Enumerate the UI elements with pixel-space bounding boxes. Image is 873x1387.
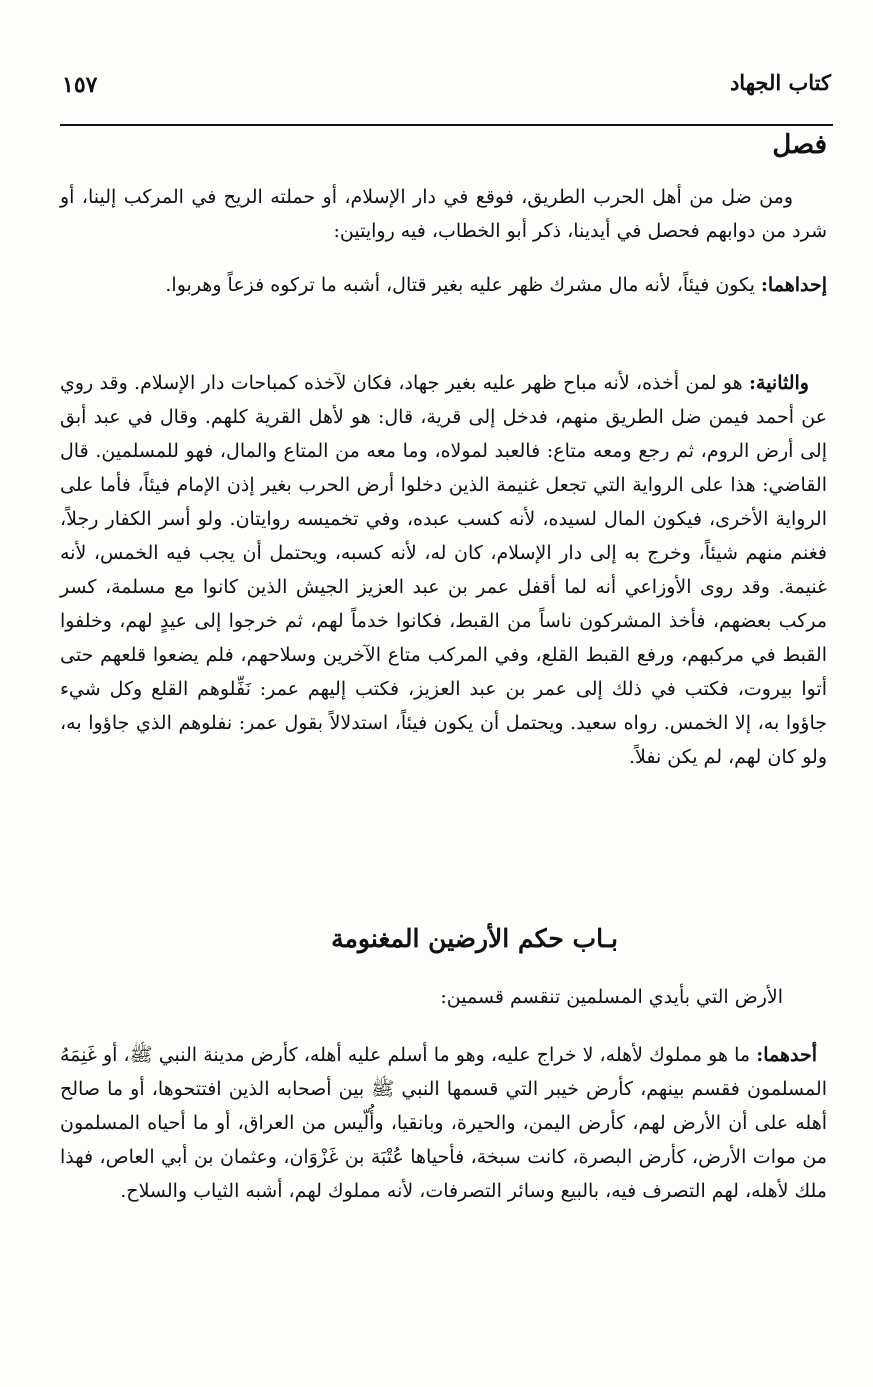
- header-divider: [60, 124, 833, 126]
- first-narration-paragraph: [60, 268, 827, 302]
- second-narration-label: والثانية:: [749, 372, 809, 394]
- second-narration-text: هو لمن أخذه، لأنه مباح ظهر عليه بغير جهاد، فكان لآخذه كمباحات دار الإسلام. وقد روي عن أحمد فيمن ضل الطريق منهم، فدخل إلى قرية، قال: هو لأهل القرية كلهم. وقال في عبد أبق إلى أرض الروم، ثم رجع ومعه متاع: فالعبد لمولاه، وما معه من المتاع والمال، فهو للمسلمين. قال القاضي: هذا على الرواية التي تجعل غنيمة الذين دخلوا أرض الحرب بغير إذن الإمام فيئاً، فأما على الرواية الأخرى، فيكون المال لسيده، لأنه كسب عبده، وفي تخميسه روايتان. ولو أسر الكفار رجلاً، فغنم منهم شيئاً، وخرج به إلى دار الإسلام، كان له، لأنه كسبه، ويحتمل أن يجب فيه الخمس، لأنه غنيمة. وقد روى الأوزاعي أنه لما أقفل عمر بن عبد العزيز الجيش الذين كانوا مع مسلمة، كسر مركب بعضهم، فأخذ المشركون ناساً من القبط، فكانوا خدماً لهم، ثم خرجوا إلى عيدٍ لهم، وخلفوا القبط في مركبهم، ورفع القبط القلع، وفي المركب متاع الآخرين وسلاحهم، فلم يضعوا قلعهم حتى أتوا بيروت، فكتب في ذلك إلى عمر بن عبد العزيز، فكتب إليهم عمر: نَفِّلوهم القلع وكل شيء جاؤوا به، إلا الخمس. رواه سعيد. ويحتمل أن يكون فيئاً، استدلالاً بقول عمر: نفلوهم الذي جاؤوا به، ولو كان لهم، لم يكن نفلاً.: [60, 372, 827, 768]
- running-title: كتاب الجهاد: [729, 70, 831, 95]
- chapter-intro-paragraph: الأرض التي بأيدي المسلمين تنقسم قسمين:: [440, 986, 783, 1008]
- chapter-title: بـاب حكم الأرضين المغنومة: [331, 924, 618, 953]
- land-category-text: ما هو مملوك لأهله، لا خراج عليه، وهو ما أسلم عليه أهله، كأرض مدينة النبي ﷺ، أو غَنِمَهُ المسلمون فقسم بينهم، كأرض خيبر التي قسمها النبي ﷺ بين أصحابه الذين افتتحوها، أو ما صالح أهله على أن الأرض لهم، كأرض اليمن، والحيرة، وبانقيا، وأُلّيس من العراق، أو ما أحياه المسلمون من موات الأرض، كأرض البصرة، كانت سبخة، فأحياها عُتْبَة بن غَزْوَان، وعثمان بن أبي العاص، فهذا ملك لأهله، لهم التصرف فيه، بالبيع وسائر التصرفات، لأنه مملوك لهم، أشبه الثياب والسلاح.: [60, 1044, 827, 1202]
- first-narration-text: يكون فيئاً، لأنه مال مشرك ظهر عليه بغير قتال، أشبه ما تركوه فزعاً وهربوا.: [165, 274, 761, 296]
- land-category-label: أحدهما:: [756, 1044, 817, 1066]
- first-narration-label: إحداهما:: [760, 274, 827, 296]
- second-narration-paragraph: [60, 366, 827, 774]
- page-number: ١٥٧: [62, 72, 98, 98]
- section-intro-paragraph: ومن ضل من أهل الحرب الطريق، فوقع في دار الإسلام، أو حملته الريح في المركب إلينا، أو شرد من دوابهم فحصل في أيدينا، ذكر أبو الخطاب، فيه روايتين:: [60, 186, 827, 242]
- land-category-paragraph: [60, 1038, 827, 1208]
- section-title: فصل: [772, 130, 827, 160]
